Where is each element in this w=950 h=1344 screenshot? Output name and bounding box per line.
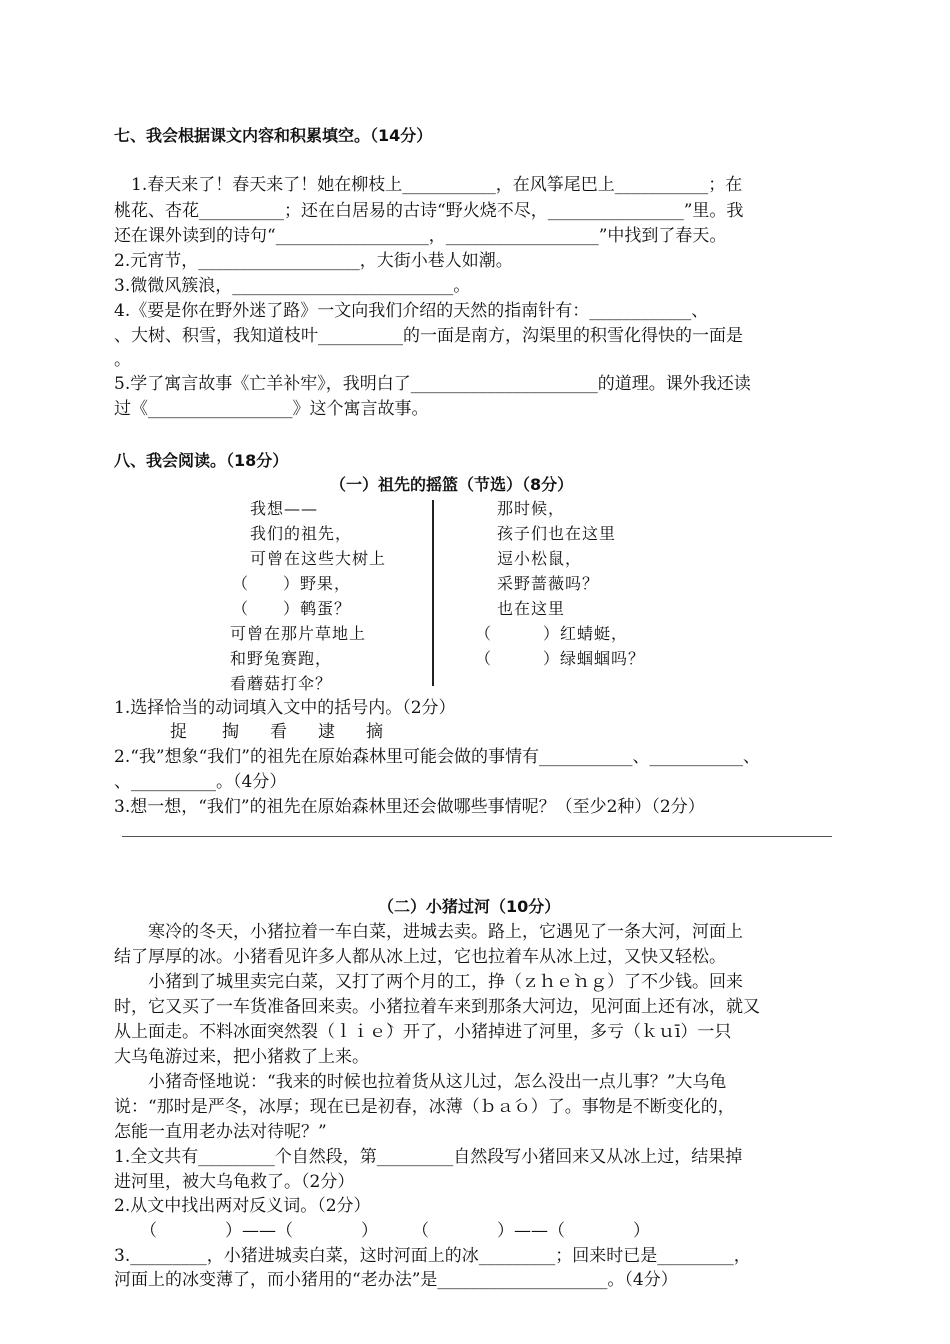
poem-right-line: （ ）绿蝈蝈吗？ (475, 649, 646, 668)
verb-option: 捉 (170, 722, 187, 742)
s7-q4-line2: 、大树、积雪，我知道枝叶__________的一面是南方，沟渠里的积雪化得快的一面是 (114, 326, 743, 346)
poem-left-line: （ ）野果， (232, 574, 352, 593)
verb-option: 掏 (222, 722, 239, 742)
poem-left-line: 我们的祖先， (250, 524, 353, 543)
poem-right-line: 孩子们也在这里 (497, 524, 617, 543)
poem-left-line: 可曾在这些大树上 (250, 549, 387, 568)
poem-left-line: （ ）鹌蛋？ (232, 599, 352, 618)
s7-q4-line1: 4.《要是你在野外迷了路》一文向我们介绍的天然的指南针有：____________、 (114, 301, 709, 321)
s7-q1-line2: 桃花、杏花__________；还在白居易的古诗“野火烧不尽，________________”里。我 (114, 201, 744, 221)
part2-q3-line1: 3._________，小猪进城卖白菜，这时河面上的冰_________；回来时已是_________， (114, 1246, 751, 1266)
poem-left-line: 可曾在那片草地上 (230, 624, 367, 643)
part1-q2-line1: 2.“我”想象“我们”的祖先在原始森林里可能会做的事情有___________、___________、 (114, 747, 760, 767)
poem-divider (432, 500, 434, 686)
part1-title: （一）祖先的摇篮（节选）（8分） (330, 475, 574, 494)
poem-right-line: 逗小松鼠， (497, 549, 583, 568)
poem-right-line: 采野蔷薇吗？ (497, 574, 600, 593)
answer-line (122, 836, 832, 837)
part2-q2: 2.从文中找出两对反义词。（2分） (114, 1196, 371, 1216)
s7-q3: 3.微微风簇浪，__________________________。 (114, 276, 471, 296)
passage-line: 大乌龟游过来，把小猪救了上来。 (114, 1047, 369, 1067)
part1-q1: 1.选择恰当的动词填入文中的括号内。（2分） (114, 698, 456, 718)
s7-q4-line3: 。 (114, 350, 131, 370)
section-8-heading: 八、我会阅读。（18分） (114, 451, 289, 470)
part2-q1-line2: 进河里，被大乌龟救了。（2分） (114, 1172, 355, 1192)
passage-line: 小猪到了城里卖完白菜，又打了两个月的工，挣（ｚｈｅ̀ｎｇ）了不少钱。回来 (114, 972, 743, 992)
part2-title: （二）小猪过河（10分） (378, 897, 561, 916)
part2-q2-blanks: （ ）——（ ） （ ）——（ ） (140, 1221, 650, 1241)
poem-right-line: （ ）红蜻蜓， (475, 624, 629, 643)
passage-line: 小猪奇怪地说：“我来的时候也拉着货从这儿过，怎么没出一点儿事？”大乌龟 (114, 1072, 727, 1092)
poem-right-line: 那时候， (497, 499, 566, 518)
passage-line: 结了厚厚的冰。小猪看见许多人都从冰上过，它也拉着车从冰上过，又快又轻松。 (114, 947, 726, 967)
part1-q3: 3.想一想，“我们”的祖先在原始森林里还会做哪些事情呢？（至少2种）（2分） (114, 797, 705, 817)
s7-q5-line1: 5.学了寓言故事《亡羊补牢》，我明白了______________________的道理。课外我还读 (114, 374, 751, 394)
s7-q1-line3: 还在课外读到的诗句“__________________，__________________”中找到了春天。 (114, 226, 727, 246)
verb-option: 摘 (366, 722, 383, 742)
s7-q5-line2: 过《_________________》这个寓言故事。 (114, 399, 429, 419)
s7-q2: 2.元宵节，___________________，大街小巷人如潮。 (114, 251, 513, 271)
part2-q1-line1: 1.全文共有_________个自然段，第_________自然段写小猪回来又从冰上过，结果掉 (114, 1147, 743, 1167)
section-7-heading: 七、我会根据课文内容和积累填空。（14分） (114, 126, 433, 145)
s7-q1-line1: 1.春天来了！春天来了！她在柳枝上___________，在风筝尾巴上___________；在 (114, 175, 743, 195)
poem-left-line: 看蘑菇打伞？ (230, 674, 333, 693)
passage-line: 寒冷的冬天，小猪拉着一车白菜，进城去卖。路上，它遇见了一条大河，河面上 (114, 922, 743, 942)
passage-line: 说：“那时是严冬，冰厚；现在已是初春，冰薄（ｂａ́ｏ）了。事物是不断变化的， (114, 1097, 735, 1117)
poem-right-line: 也在这里 (497, 599, 566, 618)
poem-left-line: 和野兔赛跑， (230, 649, 333, 668)
part1-q2-line2: 、__________。（4分） (114, 772, 287, 792)
verb-option: 看 (270, 722, 287, 742)
passage-line: 时，它又买了一车货准备回来卖。小猪拉着车来到那条大河边，见河面上还有冰，就又 (114, 997, 760, 1017)
poem-left-line: 我想—— (250, 499, 319, 518)
verb-option: 逮 (318, 722, 335, 742)
part2-q3-line2: 河面上的冰变薄了，而小猪用的“老办法”是____________________。（4分） (114, 1270, 678, 1290)
passage-line: 从上面走。不料冰面突然裂（ｌｉｅ̀）开了，小猪掉进了河里，多亏（ｋｕī）一只 (114, 1022, 732, 1042)
passage-line: 怎能一直用老办法对待呢？” (114, 1122, 327, 1142)
